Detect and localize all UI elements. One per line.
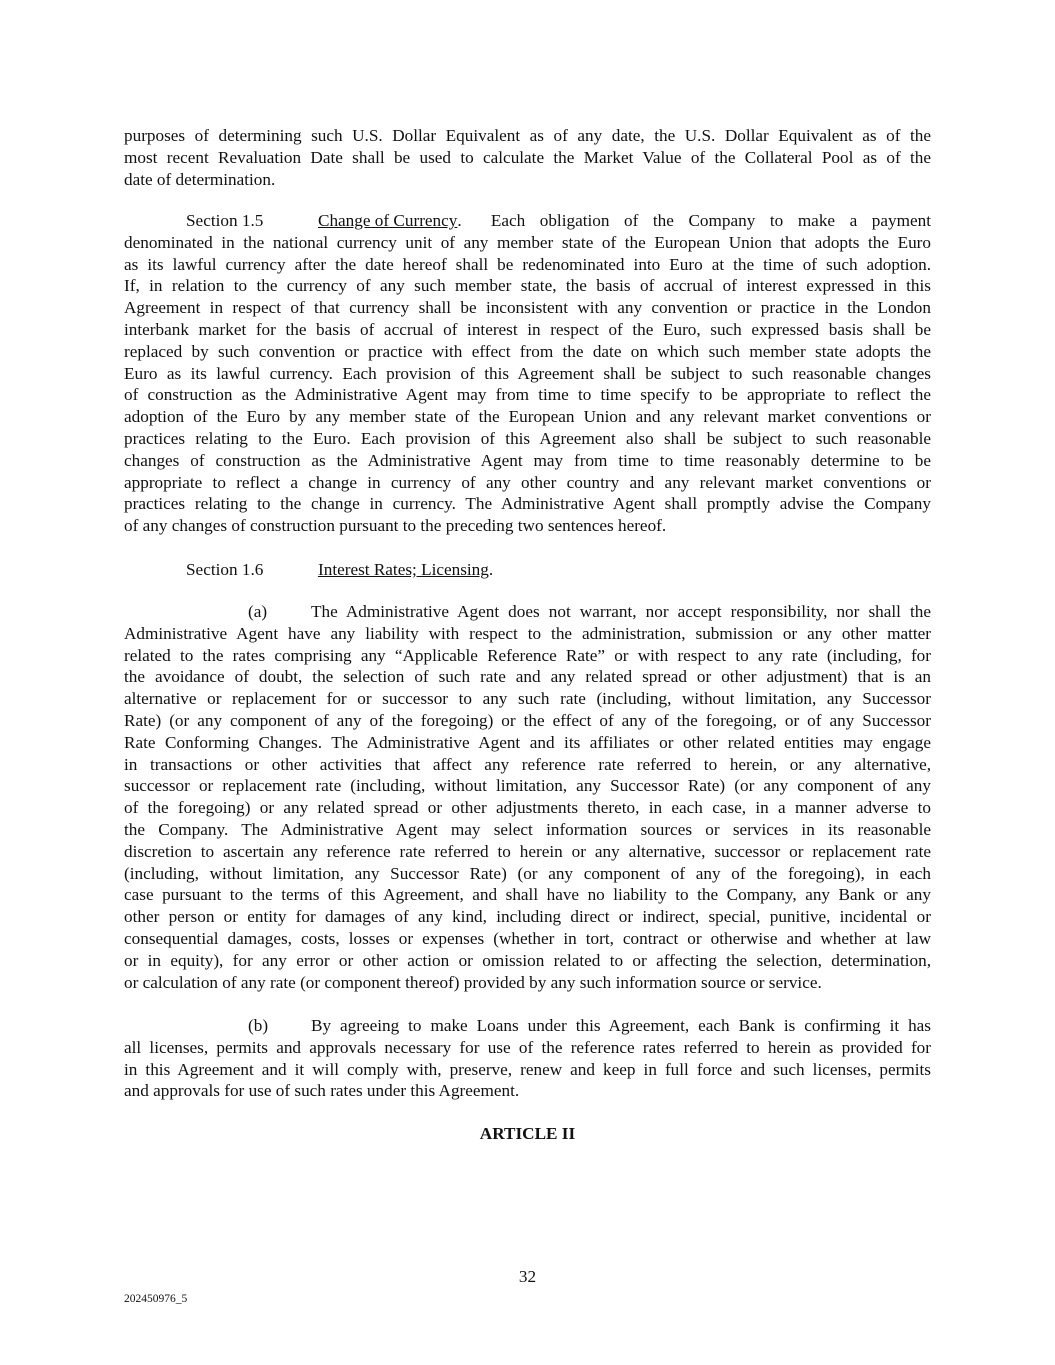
text-line: discretion to ascertain any reference rate referred to herein or any alternative, successor or replacement rate	[124, 841, 931, 861]
section-1-6	[124, 559, 931, 581]
text-line: practices relating to the change in currency. The Administrative Agent shall promptly advise the Company	[124, 494, 931, 514]
item-label: (a)	[248, 602, 268, 621]
text-line: in this Agreement and it will comply with, preserve, renew and keep in full force and such licenses, permits	[124, 1059, 931, 1079]
section-1-5	[124, 210, 931, 537]
text-line: of the foregoing) or any related spread or other adjustments thereto, in each case, in a manner adverse to	[124, 798, 931, 818]
text-line: or in equity), for any error or other action or omission related to or affecting the selection, determination,	[124, 950, 931, 970]
text-line: practices relating to the Euro. Each provision of this Agreement also shall be subject to such reasonable	[124, 428, 931, 448]
text-line: appropriate to reflect a change in currency of any other country and any relevant market conventions or	[124, 472, 931, 492]
section-title-period: .	[488, 560, 494, 579]
text-line: Rate Conforming Changes. The Administrative Agent and its affiliates or other related entities may engage	[124, 732, 931, 752]
section-title: Interest Rates; Licensing	[318, 560, 489, 579]
text-line: interbank market for the basis of accrual of interest in respect of the Euro, such expressed basis shall be	[124, 319, 931, 339]
section-title: Change of Currency	[318, 211, 458, 230]
text-line: other person or entity for damages of any kind, including direct or indirect, special, punitive, incidental or	[124, 907, 931, 927]
text-line: purposes of determining such U.S. Dollar Equivalent as of any date, the U.S. Dollar Equivalent as of the	[124, 126, 931, 145]
text-line: the Company. The Administrative Agent may select information sources or services in its reasonable	[124, 819, 931, 839]
text-line: of any changes of construction pursuant to the preceding two sentences hereof.	[124, 516, 667, 536]
text-line: The Administrative Agent does not warrant, nor accept responsibility, nor shall the	[311, 602, 931, 621]
text-line: Rate) (or any component of any of the foregoing) or the effect of any of the foregoing, or of any Successor	[124, 710, 931, 730]
text-line: Euro as its lawful currency. Each provision of this Agreement shall be subject to such reasonable changes	[124, 363, 931, 383]
text-line: the avoidance of doubt, the selection of such rate and any related spread or other adjustment) that is an	[124, 667, 931, 687]
document-id: 202450976_5	[124, 1293, 188, 1305]
text-line: (including, without limitation, any Successor Rate) (or any component of any of the foregoing), in each	[124, 863, 931, 883]
text-line: Administrative Agent have any liability with respect to the administration, submission or any other matter	[124, 623, 931, 643]
paragraph-b	[124, 1015, 931, 1102]
text-line: of construction as the Administrative Agent may from time to time specify to be appropriate to reflect the	[124, 385, 931, 405]
section-label: Section 1.6	[186, 560, 264, 579]
item-label: (b)	[248, 1016, 269, 1035]
text-line: case pursuant to the terms of this Agreement, and shall have no liability to the Company, any Bank or any	[124, 885, 931, 905]
paragraph-b-first-line	[124, 1015, 931, 1037]
page-number: 32	[518, 1267, 537, 1286]
paragraph-a-first-line	[124, 601, 931, 623]
text-line: consequential damages, costs, losses or expenses (whether in tort, contract or otherwise and whether at law	[124, 928, 931, 948]
text-line: successor or replacement rate (including, without limitation, any Successor Rate) (or any component of any	[124, 776, 931, 796]
text-line: By agreeing to make Loans under this Agreement, each Bank is confirming it has	[311, 1016, 931, 1035]
text-line: or calculation of any rate (or component thereof) provided by any such information source or service.	[124, 972, 822, 992]
section-1-5-heading-line	[124, 210, 931, 232]
text-line: date of determination.	[124, 169, 276, 189]
paragraph-a	[124, 601, 931, 993]
text-line: alternative or replacement for or successor to any such rate (including, without limitation, any Successor	[124, 689, 931, 709]
section-label: Section 1.5	[186, 211, 264, 230]
article-heading: ARTICLE II	[479, 1124, 576, 1143]
text-line: and approvals for use of such rates under this Agreement.	[124, 1081, 520, 1101]
text-line: denominated in the national currency unit of any member state of the European Union that adopts the Euro	[124, 232, 931, 252]
text-line: in transactions or other activities that affect any reference rate referred to herein, or any alternative,	[124, 754, 931, 774]
text-line: . Each obligation of the Company to make a payment	[457, 211, 931, 230]
text-line: changes of construction as the Administrative Agent may from time to time reasonably determine to be	[124, 450, 931, 470]
text-line: adoption of the Euro by any member state of the European Union and any relevant market conventions or	[124, 407, 931, 427]
text-line: all licenses, permits and approvals necessary for use of the reference rates referred to herein as provided for	[124, 1037, 931, 1057]
text-line: as its lawful currency after the date hereof shall be redenominated into Euro at the time of such adoption.	[124, 254, 931, 274]
text-line: If, in relation to the currency of any such member state, the basis of accrual of interest expressed in this	[124, 276, 931, 296]
text-line: related to the rates comprising any “Applicable Reference Rate” or with respect to any rate (including, for	[124, 645, 931, 665]
intro-paragraph	[124, 125, 931, 190]
text-line: Agreement in respect of that currency shall be inconsistent with any convention or practice in the London	[124, 298, 931, 318]
text-line: replaced by such convention or practice with effect from the date on which such member state adopts the	[124, 341, 931, 361]
section-1-6-heading-line	[124, 559, 931, 581]
text-line: most recent Revaluation Date shall be used to calculate the Market Value of the Collateral Pool as of the	[124, 147, 931, 167]
